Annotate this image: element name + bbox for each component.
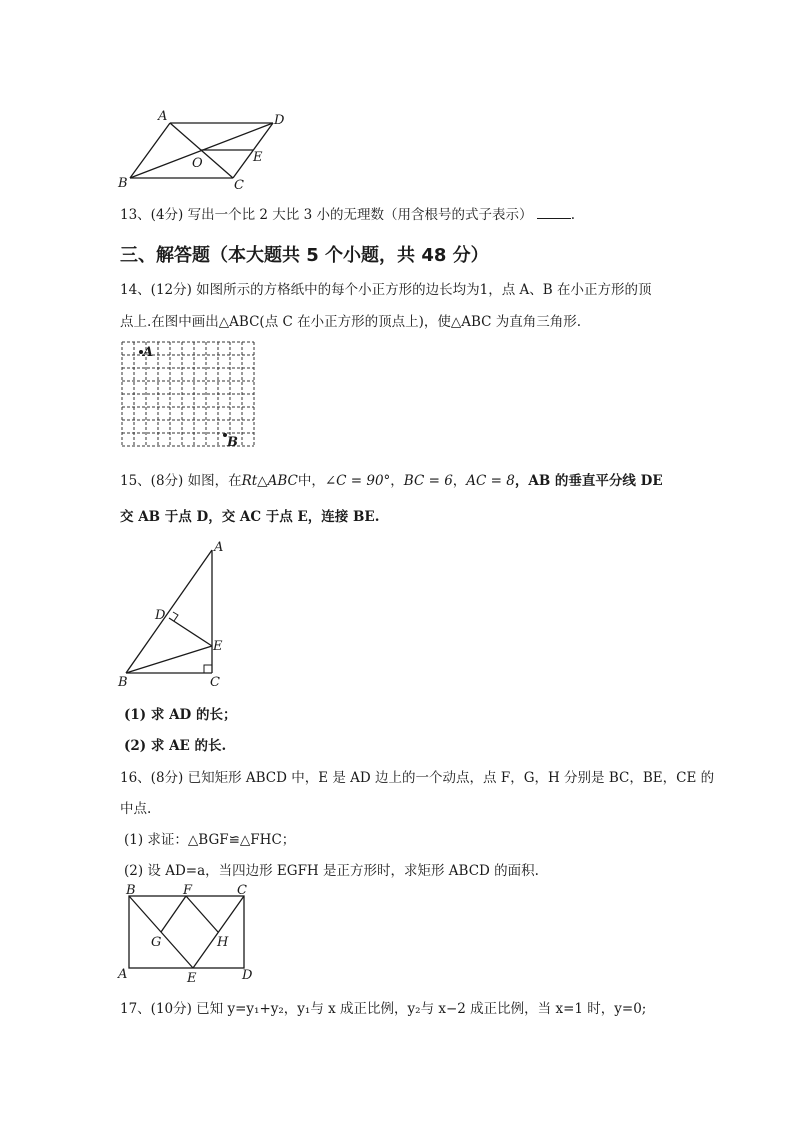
rect-label-E: E [187, 971, 197, 984]
q15-intro: 15、(8分) 如图，在 [120, 473, 242, 489]
tri-label-D: D [155, 608, 166, 623]
tri-label-B: B [118, 675, 128, 690]
right-angle-D [173, 612, 178, 621]
segment-DE [169, 618, 212, 646]
figure-parallelogram [110, 105, 300, 195]
q15-sub1: (1) 求 AD 的长； [124, 707, 237, 723]
label-B: B [118, 176, 128, 191]
rect-label-G: G [151, 935, 162, 950]
segment-FH [186, 896, 218, 932]
segment-FG [161, 896, 186, 932]
label-O: O [192, 156, 203, 171]
rect-label-F: F [183, 884, 193, 898]
q13-answer-blank[interactable] [537, 206, 571, 219]
tri-label-A: A [214, 540, 224, 555]
q16-sub1: (1) 求证：△BGF≌△FHC； [124, 832, 296, 848]
right-angle-C [204, 665, 212, 673]
rect-label-A: A [118, 967, 128, 982]
q13-end: . [570, 207, 576, 223]
q16-line1: 16、(8分) 已知矩形 ABCD 中，E 是 AD 边上的一个动点，点 F，G，H 分别是 BC，BE，CE 的 [120, 770, 715, 786]
rect-label-H: H [217, 935, 229, 950]
q15-ac: AC = 8 [466, 473, 515, 489]
q15-angle: ∠C = 90° [324, 473, 391, 489]
rect-label-D: D [242, 968, 253, 983]
label-E: E [253, 150, 263, 165]
q15-line2: 交 AB 于点 D，交 AC 于点 E，连接 BE. [120, 509, 380, 525]
side-AB [126, 550, 212, 673]
q13-number: 13、(4分) [120, 207, 184, 223]
q15-bc: BC = 6 [403, 473, 453, 489]
q13-text: 写出一个比 2 大比 3 小的无理数（用含根号的式子表示） [187, 207, 533, 223]
grid-label-A: A [143, 345, 154, 360]
q17-line1: 17、(10分) 已知 y=y₁+y₂，y₁与 x 成正比例，y₂与 x−2 成正比例，当 x=1 时，y=0; [120, 1001, 647, 1017]
section-3-title: 三、解答题（本大题共 5 个小题，共 48 分） [120, 245, 489, 266]
tri-label-C: C [210, 675, 220, 690]
label-D: D [274, 113, 285, 128]
q15-bisector: ，AB 的垂直平分线 DE [514, 473, 663, 489]
tri-label-E: E [213, 639, 223, 654]
question-13 [120, 206, 575, 224]
figure-right-triangle [112, 538, 237, 693]
q16-line2: 中点. [120, 801, 152, 817]
rect-label-B: B [126, 884, 136, 898]
rect-ABCD [129, 896, 244, 968]
q14-line2: 点上.在图中画出△ABC(点 C 在小正方形的顶点上)，使△ABC 为直角三角形. [120, 314, 582, 330]
q15-triangle: Rt△ABC [241, 473, 298, 489]
figure-grid [118, 338, 268, 454]
figure-rectangle [114, 884, 264, 984]
label-C: C [234, 178, 244, 193]
q15-in: 中， [297, 473, 325, 489]
q16-sub2: (2) 设 AD=a，当四边形 EGFH 是正方形时，求矩形 ABCD 的面积. [124, 863, 539, 879]
label-A: A [158, 109, 168, 124]
q14-line1: 14、(12分) 如图所示的方格纸中的每个小正方形的边长均为1，点 A、B 在小正方形的顶 [120, 282, 652, 298]
segment-CE [193, 896, 244, 968]
q15-sub2: (2) 求 AE 的长. [124, 738, 227, 754]
grid-label-B: B [227, 435, 238, 450]
segment-BE [126, 646, 212, 673]
q15-line1: 15、(8分) 如图，在Rt△ABC中，∠C = 90°，BC = 6，AC = 8，AB 的垂直平分线 DE [120, 473, 663, 489]
rect-label-C: C [237, 884, 247, 898]
